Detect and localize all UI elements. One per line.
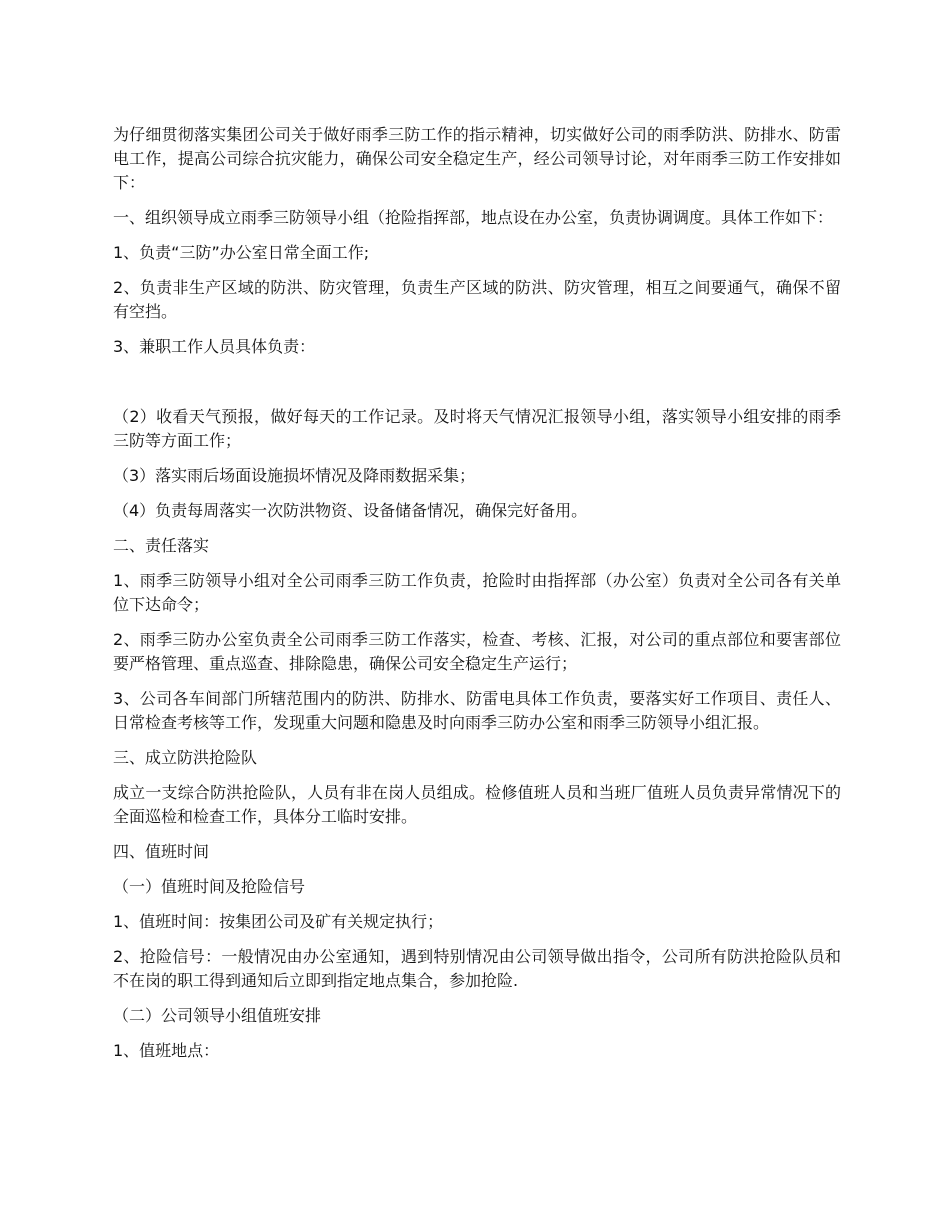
subsection-heading: （一）值班时间及抢险信号 <box>113 877 306 896</box>
list-item: 2、抢险信号：一般情况由办公室通知，遇到特别情况由公司领导做出指令，公司所有防洪抢险队员和不在岗的职工得到通知后立即到指定地点集合，参加抢险. <box>113 947 841 990</box>
section-2-heading: 二、责任落实 <box>113 536 210 555</box>
intro-paragraph: 为仔细贯彻落实集团公司关于做好雨季三防工作的指示精神，切实做好公司的雨季防洪、防排水、防雷电工作，提高公司综合抗灾能力，确保公司安全稳定生产，经公司领导讨论，对年雨季三防工作安排如下： <box>113 125 841 192</box>
list-item: 2、雨季三防办公室负责全公司雨季三防工作落实，检查、考核、汇报，对公司的重点部位和要害部位要严格管理、重点巡查、排除隐患，确保公司安全稳定生产运行； <box>113 630 841 673</box>
document-body <box>113 123 841 1074</box>
list-item: 3、公司各车间部门所辖范围内的防洪、防排水、防雷电具体工作负责，要落实好工作项目、责任人、日常检查考核等工作，发现重大问题和隐患及时向雨季三防办公室和雨季三防领导小组汇报。 <box>113 689 841 732</box>
section-4-heading: 四、值班时间 <box>113 842 210 861</box>
subsection-heading: （二）公司领导小组值班安排 <box>113 1006 322 1025</box>
list-item: （2）收看天气预报，做好每天的工作记录。及时将天气情况汇报领导小组，落实领导小组安排的雨季三防等方面工作； <box>113 407 841 450</box>
section-1-heading: 一、组织领导成立雨季三防领导小组（抢险指挥部，地点设在办公室，负责协调调度。具体工作如下： <box>113 208 834 227</box>
list-item: 1、雨季三防领导小组对全公司雨季三防工作负责，抢险时由指挥部（办公室）负责对全公司各有关单位下达命令； <box>113 571 841 614</box>
list-item: 1、值班地点： <box>113 1041 220 1060</box>
list-item: 1、值班时间：按集团公司及矿有关规定执行； <box>113 912 444 931</box>
list-item: （3）落实雨后场面设施损坏情况及降雨数据采集； <box>113 466 476 485</box>
blank-gap <box>113 370 841 405</box>
list-item: 2、负责非生产区域的防洪、防灾管理，负责生产区域的防洪、防灾管理，相互之间要通气，确保不留有空挡。 <box>113 278 841 321</box>
list-item: 1、负责“三防”办公室日常全面工作; <box>113 243 370 262</box>
list-item: 3、兼职工作人员具体负责： <box>113 337 316 356</box>
body-paragraph: 成立一支综合防洪抢险队，人员有非在岗人员组成。检修值班人员和当班厂值班人员负责异常情况下的全面巡检和检查工作，具体分工临时安排。 <box>113 783 841 826</box>
list-item: （4）负责每周落实一次防洪物资、设备储备情况，确保完好备用。 <box>113 501 588 520</box>
section-3-heading: 三、成立防洪抢险队 <box>113 748 258 767</box>
